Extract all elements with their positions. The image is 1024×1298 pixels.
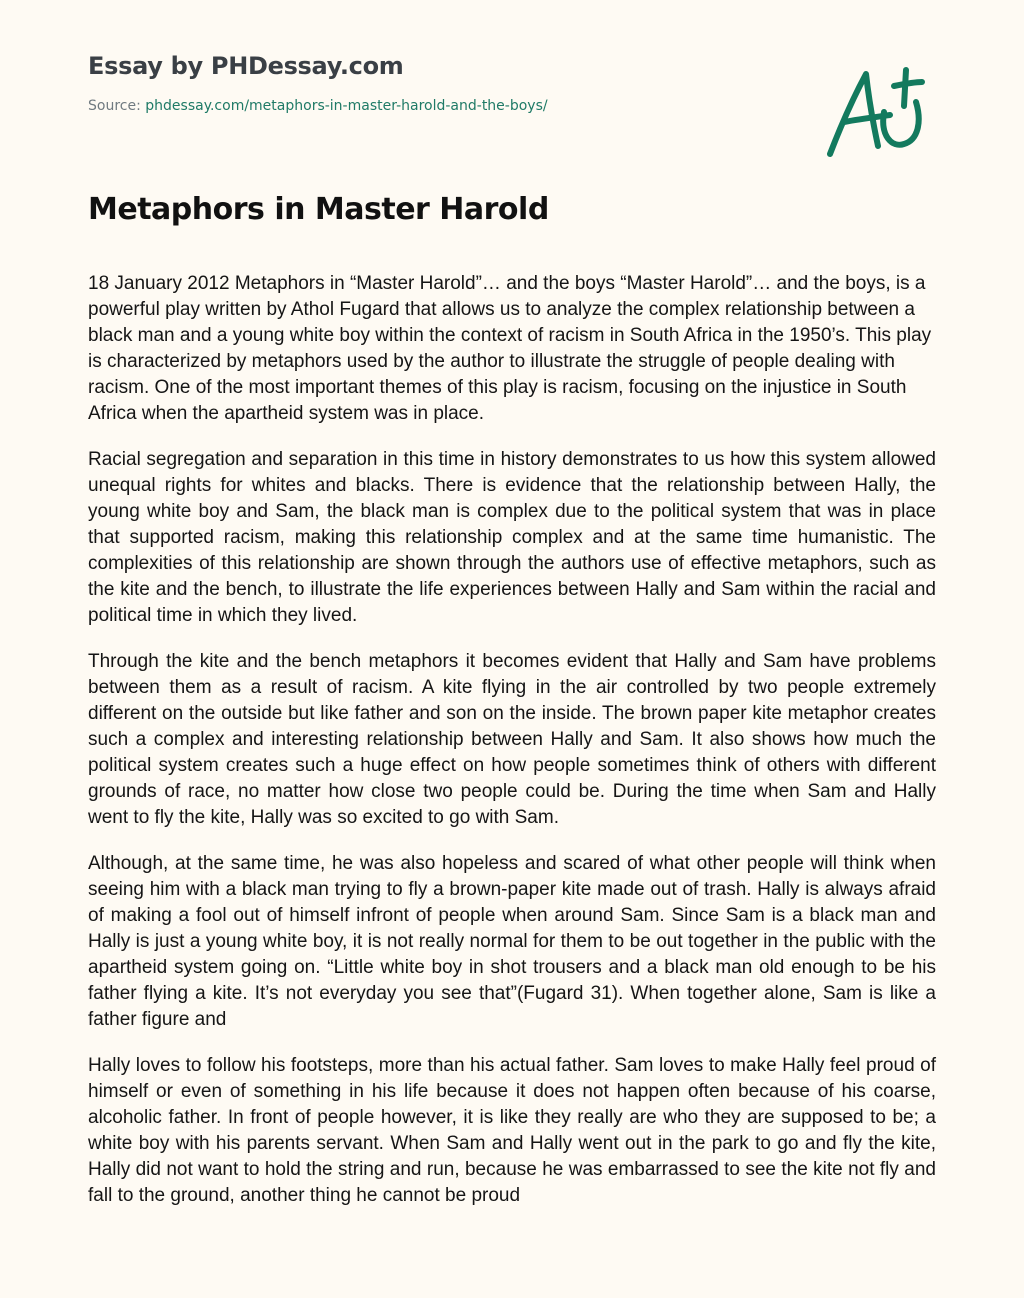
page-header xyxy=(88,48,788,115)
logo-letter-a-stroke xyxy=(830,74,878,154)
a-plus-grade-icon xyxy=(818,62,934,162)
paragraph-5: Hally loves to follow his footsteps, more than his actual father. Sam loves to make Hally feel proud of himself or even of something in his life because it does not happen often because of his coarse, alcoholic father. In front of people however, it is like they really are who they are supposed to be; a white boy with his parents servant. When Sam and Hally went out in the park to go and fly the kite, Hally did not want to hold the string and run, because he was embarrassed to see the kite not fly and fall to the ground, another thing he cannot be proud xyxy=(88,1055,936,1206)
source-line xyxy=(88,97,788,115)
logo-plus-horizontal xyxy=(894,82,922,86)
logo-swoosh xyxy=(883,102,918,145)
paragraph-2: Racial segregation and separation in this time in history demonstrates to us how this system allowed unequal rights for whites and blacks. There is evidence that the relationship between Hally, the young white boy and Sam, the black man is complex due to the political system that was in place that supported racism, making this relationship complex and at the same time humanistic. The complexities of this relationship are shown through the authors use of effective metaphors, such as the kite and the bench, to illustrate the life experiences between Hally and Sam within the racial and political time in which they lived. xyxy=(88,449,936,626)
site-brand[interactable]: Essay by PHDessay.com xyxy=(88,52,404,80)
paragraph-1: 18 January 2012 Metaphors in “Master Harold”… and the boys “Master Harold”… and the boys, is a powerful play written by Athol Fugard that allows us to analyze the complex relationship between a black man and a young white boy within the context of racism in South Africa in the 1950’s. This play is characterized by metaphors used by the author to illustrate the struggle of people dealing with racism. One of the most important themes of this play is racism, focusing on the injustice in South Africa when the apartheid system was in place. xyxy=(88,273,932,424)
paragraph-3: Through the kite and the bench metaphors it becomes evident that Hally and Sam have problems between them as a result of racism. A kite flying in the air controlled by two people extremely different on the outside but like father and son on the inside. The brown paper kite metaphor creates such a complex and interesting relationship between Hally and Sam. It also shows how much the political system creates such a huge effect on how people sometimes think of others with different grounds of race, no matter how close two people could be. During the time when Sam and Hally went to fly the kite, Hally was so excited to go with Sam. xyxy=(88,651,936,828)
a-plus-logo-graphic xyxy=(818,62,934,162)
source-link[interactable]: phdessay.com/metaphors-in-master-harold-and-the-boys/ xyxy=(145,98,548,114)
document-body xyxy=(88,271,936,1229)
logo-plus-vertical xyxy=(904,70,906,106)
document-title: Metaphors in Master Harold xyxy=(88,192,549,227)
paragraph-4: Although, at the same time, he was also hopeless and scared of what other people will think when seeing him with a black man trying to fly a brown-paper kite made out of trash. Hally is always afraid of making a fool out of himself infront of people when around Sam. Since Sam is a black man and Hally is just a young white boy, it is not really normal for them to be out together in the public with the apartheid system going on. “Little white boy in shot trousers and a black man old enough to be his father flying a kite. It’s not everyday you see that”(Fugard 31). When together alone, Sam is like a father figure and xyxy=(88,853,936,1030)
source-label: Source: xyxy=(88,98,141,114)
